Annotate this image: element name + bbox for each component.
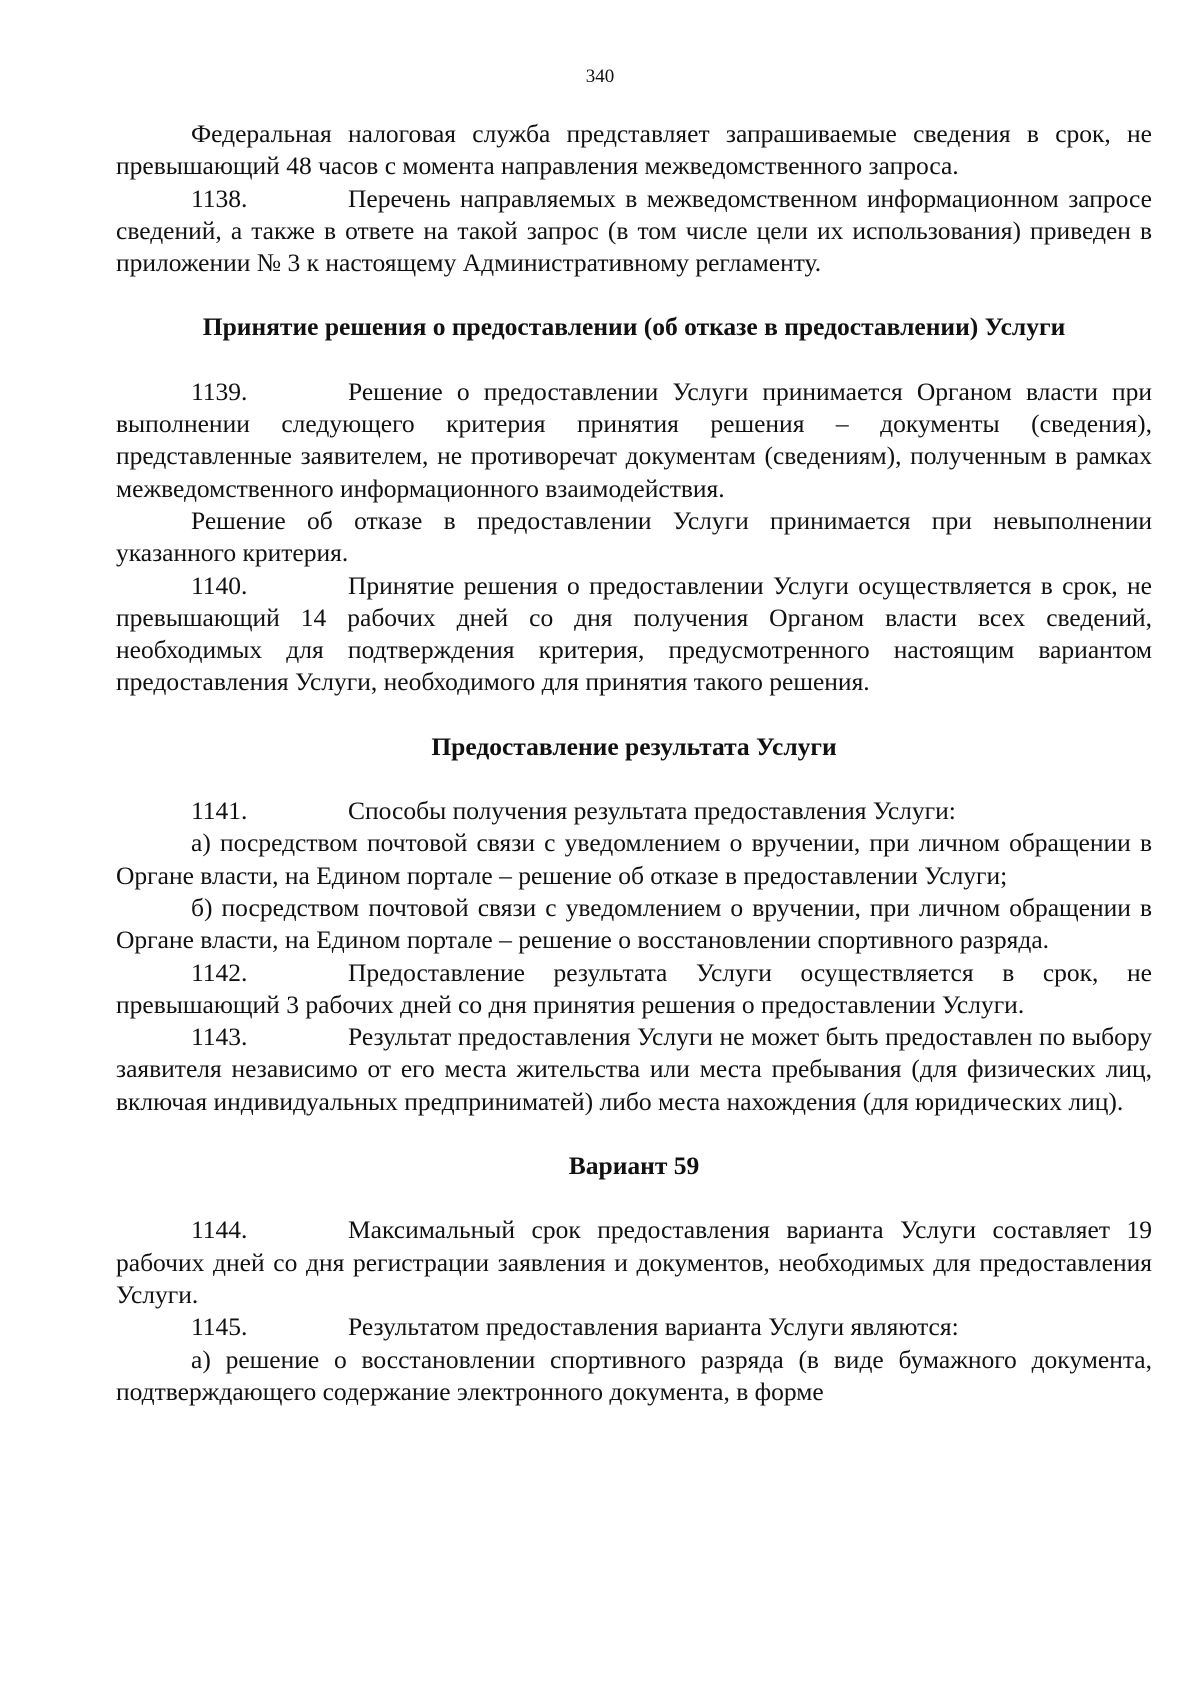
clause-text: Максимальный срок предоставления варианта Услуги составляет 19 рабочих дней со дня регистрации заявления и документов, необходимых для предоставления Услуги. <box>116 1215 1152 1309</box>
clause-number: 1145. <box>191 1312 248 1342</box>
section-heading-decision: Принятие решения о предоставлении (об отказе в предоставлении) Услуги <box>202 312 1066 342</box>
paragraph-1141 <box>116 795 1152 827</box>
spacer <box>116 1118 1152 1150</box>
paragraph-1142 <box>116 957 1152 1022</box>
paragraph-1145 <box>116 1311 1152 1343</box>
clause-text: Перечень направляемых в межведомственном информационном запросе сведений, а также в ответе на такой запрос (в том числе цели их использования) приведен в приложении № 3 к настоящему Административному регламенту. <box>116 183 1152 278</box>
document-body <box>116 118 1152 1408</box>
paragraph-1143 <box>116 1021 1152 1118</box>
paragraph-1138 <box>116 183 1152 280</box>
clause-number: 1143. <box>191 1022 248 1052</box>
clause-number: 1141. <box>191 796 248 826</box>
paragraph-1140 <box>116 570 1152 699</box>
clause-number: 1142. <box>191 957 248 987</box>
paragraph-1144 <box>116 1214 1152 1311</box>
clause-text: Результат предоставления Услуги не может быть предоставлен по выбору заявителя независимо от его места жительства или места пребывания (для физических лиц, включая индивидуальных предприниматей) либо места нахождения (для юридических лиц). <box>116 1022 1152 1116</box>
clause-text: Решение о предоставлении Услуги принимается Органом власти при выполнении следующего критерия принятия решения – документы (сведения), представленные заявителем, не противоречат документам (сведениям), полученным в рамках межведомственного информационного взаимодействия. <box>116 376 1152 503</box>
paragraph-1141-a: а) посредством почтовой связи с уведомлением о вручении, при личном обращении в Органе власти, на Едином портале – решение об отказе в предоставлении Услуги; <box>116 828 1152 890</box>
clause-text: Результатом предоставления варианта Услуги являются: <box>348 1312 959 1342</box>
clause-number: 1139. <box>191 376 248 406</box>
clause-number: 1138. <box>191 183 248 213</box>
paragraph-1139 <box>116 376 1152 505</box>
clause-text: Принятие решения о предоставлении Услуги осуществляется в срок, не превышающий 14 рабочих дней со дня получения Органом власти всех сведений, необходимых для подтверждения критерия, предусмотренного настоящим вариантом предоставления Услуги, необходимого для принятия такого решения. <box>116 570 1152 697</box>
paragraph-refusal: Решение об отказе в предоставлении Услуги принимается при невыполнении указанного критерия. <box>116 505 1152 568</box>
paragraph-1145-a: а) решение о восстановлении спортивного разряда (в виде бумажного документа, подтверждающего содержание электронного документа, в форме <box>116 1344 1152 1406</box>
section-heading-result: Предоставление результата Услуги <box>431 731 837 761</box>
section-heading-variant: Вариант 59 <box>568 1151 700 1181</box>
spacer <box>116 279 1152 311</box>
clause-text: Предоставление результата Услуги осуществляется в срок, не превышающий 3 рабочих дней со дня принятия решения о предоставлении Услуги. <box>116 957 1152 1019</box>
page-number: 340 <box>585 66 615 87</box>
clause-number: 1140. <box>191 570 248 600</box>
spacer <box>116 699 1152 731</box>
paragraph-1141-b: б) посредством почтовой связи с уведомлением о вручении, при личном обращении в Органе власти, на Едином портале – решение о восстановлении спортивного разряда. <box>116 892 1152 955</box>
clause-text: Способы получения результата предоставления Услуги: <box>348 796 956 826</box>
paragraph-fns-response: Федеральная налоговая служба представляет запрашиваемые сведения в срок, не превышающий 48 часов с момента направления межведомственного запроса. <box>116 119 1152 181</box>
clause-number: 1144. <box>191 1215 248 1245</box>
